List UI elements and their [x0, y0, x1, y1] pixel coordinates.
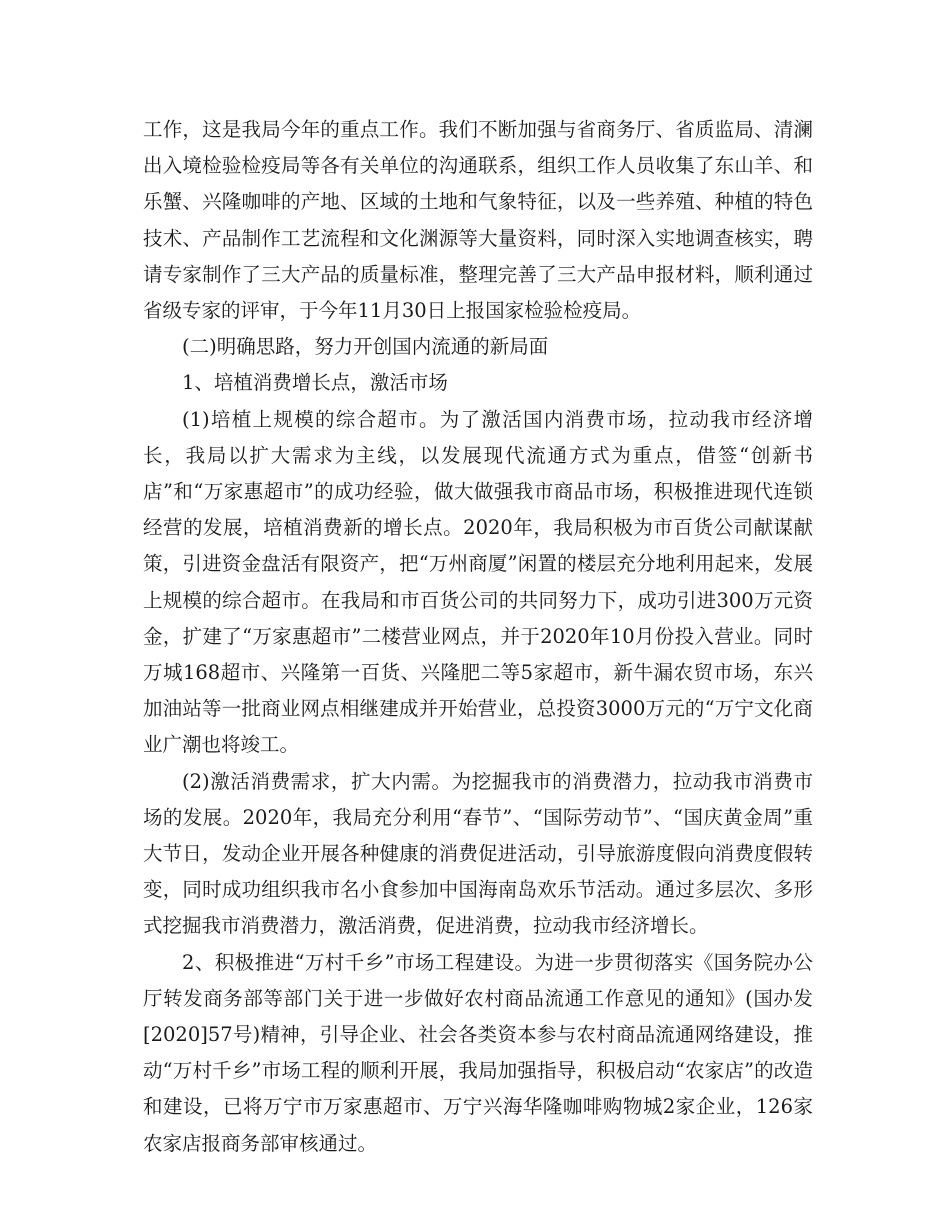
paragraph-5: (2)激活消费需求，扩大内需。为挖掘我市的消费潜力，拉动我市消费市场的发展。2020年，我局充分利用“春节”、“国际劳动节”、“国庆黄金周”重大节日，发动企业开展各种健康的消费促进活动，引导旅游度假向消费度假转变，同时成功组织我市名小食参加中国海南岛欢乐节活动。通过多层次、多形式挖掘我市消费潜力，激活消费，促进消费，拉动我市经济增长。	[143, 769, 813, 938]
paragraph-2-heading: (二)明确思路，努力开创国内流通的新局面	[182, 335, 549, 359]
paragraph-6: 2、积极推进“万村千乡”市场工程建设。为进一步贯彻落实《国务院办公厅转发商务部等部门关于进一步做好农村商品流通工作意见的通知》(国办发[2020]57号)精神，引导企业、社会各类资本参与农村商品流通网络建设，推动“万村千乡”市场工程的顺利开展，我局加强指导，积极启动“农家店”的改造和建设，已将万宁市万家惠超市、万宁兴海华隆咖啡购物城2家企业，126家农家店报商务部审核通过。	[143, 950, 813, 1155]
paragraph-1: 工作，这是我局今年的重点工作。我们不断加强与省商务厅、省质监局、清澜出入境检验检疫局等各有关单位的沟通联系，组织工作人员收集了东山羊、和乐蟹、兴隆咖啡的产地、区域的土地和气象特征，以及一些养殖、种植的特色技术、产品制作工艺流程和文化渊源等大量资料，同时深入实地调查核实，聘请专家制作了三大产品的质量标准，整理完善了三大产品申报材料，顺利通过省级专家的评审，于今年11月30日上报国家检验检疫局。	[143, 118, 813, 323]
paragraph-3-subheading: 1、培植消费增长点，激活市场	[182, 371, 448, 395]
document-body	[143, 112, 813, 1162]
paragraph-4: (1)培植上规模的综合超市。为了激活国内消费市场，拉动我市经济增长，我局以扩大需求为主线，以发展现代流通方式为重点，借签“创新书店”和“万家惠超市”的成功经验，做大做强我市商品市场，积极推进现代连锁经营的发展，培植消费新的增长点。2020年，我局积极为市百货公司献谋献策，引进资金盘活有限资产，把“万州商厦”闲置的楼层充分地利用起来，发展上规模的综合超市。在我局和市百货公司的共同努力下，成功引进300万元资金，扩建了“万家惠超市”二楼营业网点，并于2020年10月份投入营业。同时万城168超市、兴隆第一百货、兴隆肥二等5家超市，新牛漏农贸市场，东兴加油站等一批商业网点相继建成并开始营业，总投资3000万元的“万宁文化商业广潮也将竣工。	[143, 407, 813, 757]
